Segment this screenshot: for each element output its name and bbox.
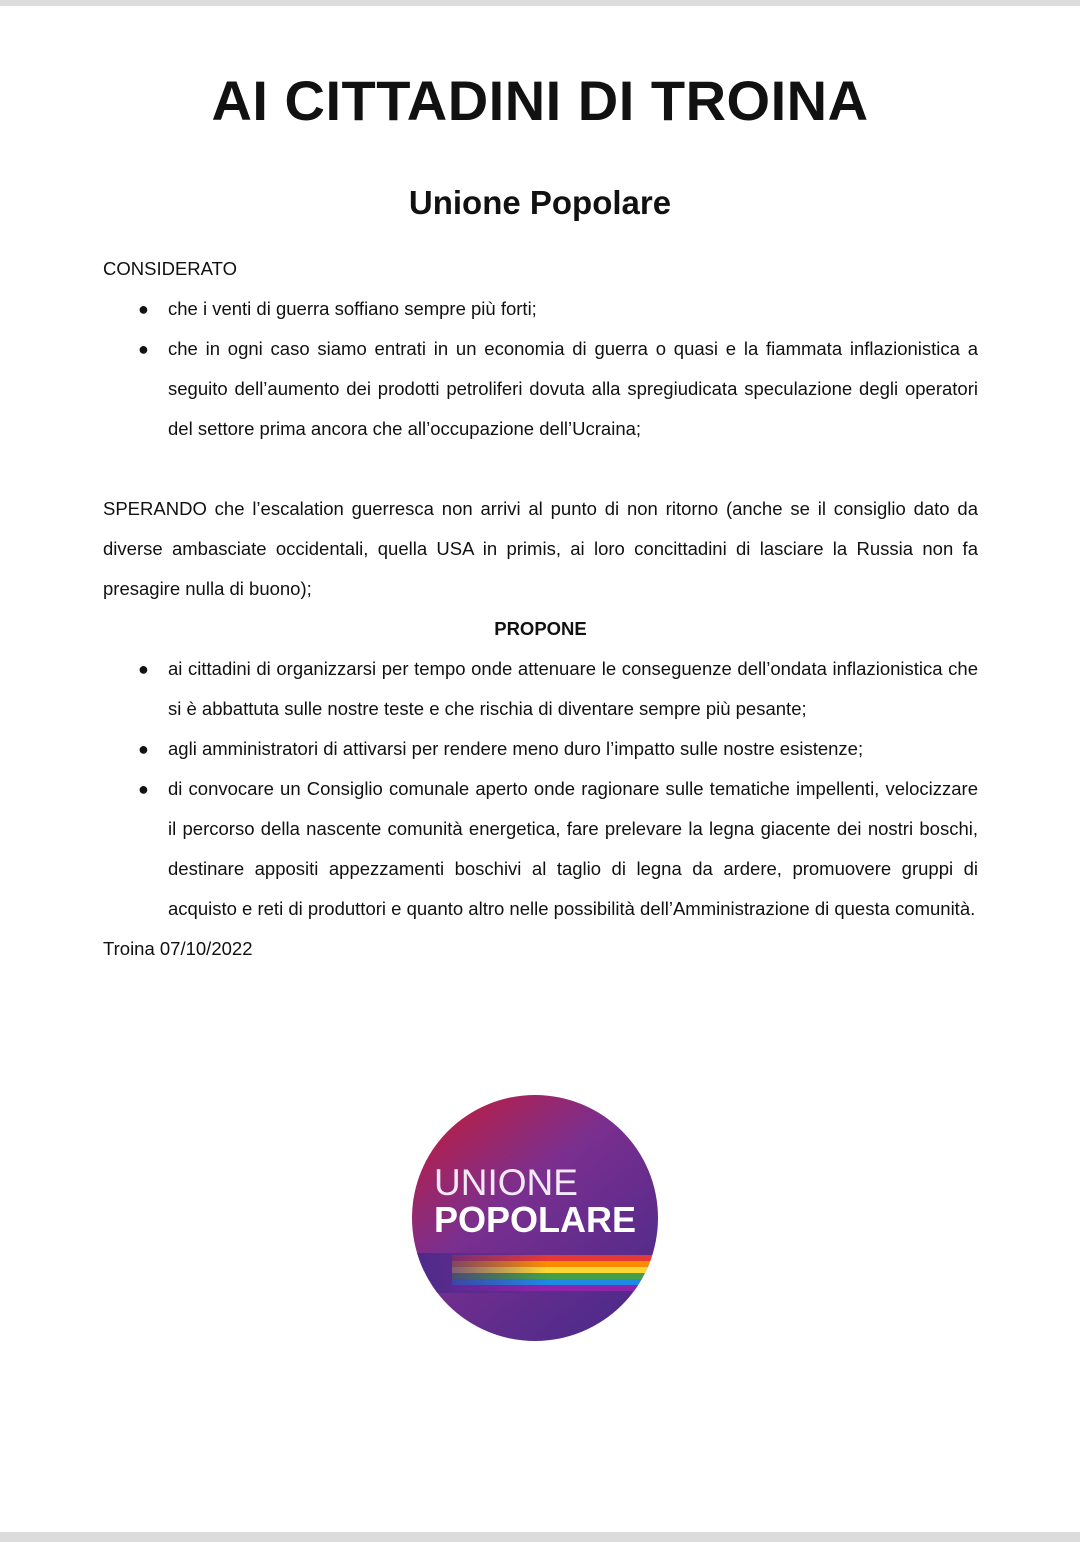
bullet-icon: ●: [138, 739, 149, 759]
list-item: [103, 769, 978, 929]
document-title: AI CITTADINI DI TROINA: [211, 69, 869, 132]
document-body: [103, 249, 978, 969]
bullet-icon: ●: [138, 779, 149, 799]
list-item-text: che in ogni caso siamo entrati in un economia di guerra o quasi e la fiammata inflazionistica a seguito dell’aumento dei prodotti petroliferi dovuta alla spregiudicata speculazione degli operatori del settore prima ancora che all’occupazione dell’Ucraina;: [168, 338, 978, 439]
propone-heading: PROPONE: [494, 618, 587, 639]
list-item: [103, 289, 978, 329]
bullet-icon: ●: [138, 659, 149, 679]
spacer: [103, 449, 978, 489]
list-item: [103, 329, 978, 449]
list-item-text: agli amministratori di attivarsi per rendere meno duro l’impatto sulle nostre esistenze;: [168, 738, 864, 759]
list-item-text: che i venti di guerra soffiano sempre più forti;: [168, 298, 537, 319]
considerato-list: [103, 289, 978, 449]
date-line: Troina 07/10/2022: [103, 938, 253, 959]
list-item: [103, 729, 978, 769]
bullet-icon: ●: [138, 339, 149, 359]
bullet-icon: ●: [138, 299, 149, 319]
propone-list: [103, 649, 978, 929]
logo-line2: POPOLARE: [434, 1199, 637, 1240]
bottom-edge: [0, 1532, 1080, 1542]
list-item: [103, 649, 978, 729]
unione-popolare-logo: [412, 1095, 658, 1341]
sperando-paragraph: SPERANDO che l’escalation guerresca non arrivi al punto di non ritorno (anche se il consiglio dato da diverse ambasciate occidentali, quella USA in primis, ai loro concittadini di lasciare la Russia non fa presagire nulla di buono);: [103, 498, 978, 599]
list-item-text: ai cittadini di organizzarsi per tempo onde attenuare le conseguenze dell’ondata inflazionistica che si è abbattuta sulle nostre teste e che rischia di diventare sempre più pesante;: [168, 658, 978, 719]
logo-line1: UNIONE: [434, 1162, 578, 1203]
rainbow-fade: [412, 1253, 658, 1293]
list-item-text: di convocare un Consiglio comunale aperto onde ragionare sulle tematiche impellenti, velocizzare il percorso della nascente comunità energetica, fare prelevare la legna giacente dei nostri boschi, destinare appositi appezzamenti boschivi al taglio di legna da ardere, promuovere gruppi di acquisto e reti di produttori e quanto altro nelle possibilità dell’Amministrazione di questa comunità.: [168, 778, 978, 919]
document-subtitle: Unione Popolare: [408, 184, 672, 221]
top-edge: [0, 0, 1080, 6]
considerato-label: CONSIDERATO: [103, 258, 237, 279]
